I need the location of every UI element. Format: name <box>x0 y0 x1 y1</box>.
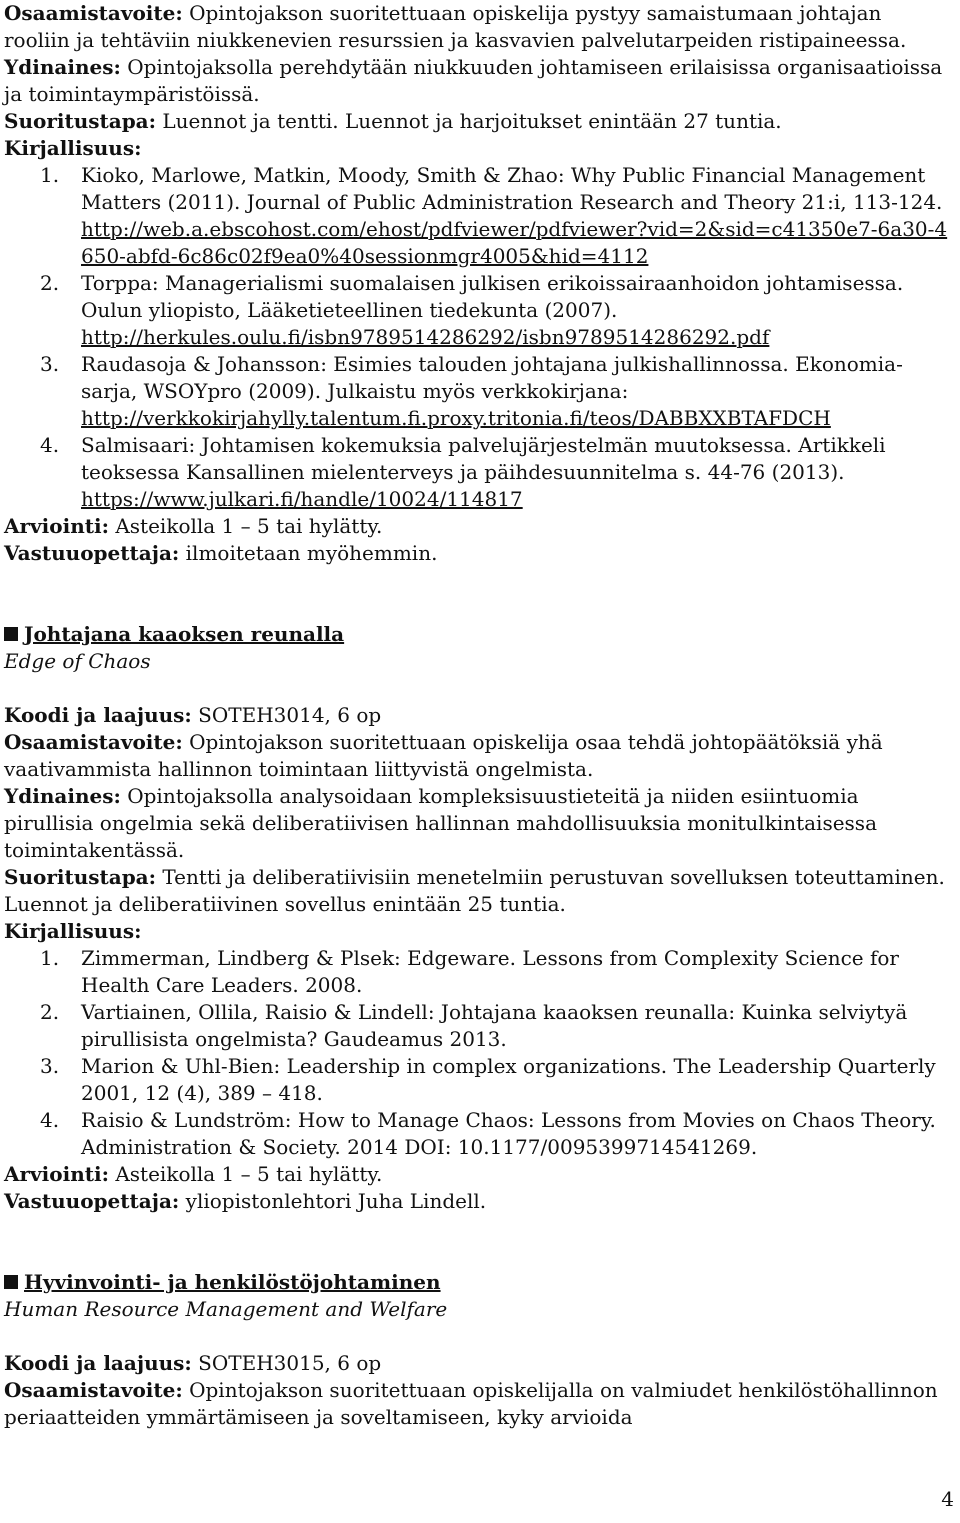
course-subtitle: Edge of Chaos <box>4 649 151 673</box>
osaamistavoite-label: Osaamistavoite: <box>4 730 183 754</box>
ydinaines-text: Opintojaksolla analysoidaan kompleksisuustieteitä ja niiden esiintuomia pirullisia ongelmia sekä deliberatiivisen hallinnan mahdollisuuksia monitulkintaisessa toimintakentässä. <box>4 784 877 862</box>
arviointi-label: Arviointi: <box>4 1162 109 1186</box>
reference-list <box>4 945 948 1161</box>
osaamistavoite-paragraph <box>4 0 948 54</box>
ydinaines-label: Ydinaines: <box>4 784 121 808</box>
list-number: 1. <box>40 163 60 187</box>
osaamistavoite-paragraph <box>4 729 948 783</box>
osaamistavoite-paragraph <box>4 1377 948 1431</box>
reference-text: Vartiainen, Ollila, Raisio & Lindell: Johtajana kaaoksen reunalla: Kuinka selviytyä pirullisista ongelmista? Gaudeamus 2013. <box>81 1000 908 1051</box>
koodi-paragraph <box>4 1350 948 1377</box>
reference-text: Raisio & Lundström: How to Manage Chaos: Lessons from Movies on Chaos Theory. Administration & Society. 2014 DOI: 10.1177/0095399714541269. <box>81 1108 936 1159</box>
square-bullet-icon <box>4 627 18 641</box>
ydinaines-label: Ydinaines: <box>4 55 121 79</box>
arviointi-paragraph <box>4 1161 948 1188</box>
osaamistavoite-text: Opintojakson suoritettuaan opiskelija pystyy samaistumaan johtajan rooliin ja tehtäviin niukkenevien resurssien ja kasvavien palvelutarpeiden ristipaineessa. <box>4 1 907 52</box>
list-number: 3. <box>40 352 60 376</box>
reference-text: Zimmerman, Lindberg & Plsek: Edgeware. Lessons from Complexity Science for Health Care Leaders. 2008. <box>81 946 899 997</box>
course-heading <box>4 1269 948 1296</box>
suoritustapa-text: Luennot ja tentti. Luennot ja harjoitukset enintään 27 tuntia. <box>162 109 782 133</box>
koodi-text: SOTEH3015, 6 op <box>198 1351 382 1375</box>
osaamistavoite-text: Opintojakson suoritettuaan opiskelijalla on valmiudet henkilöstöhallinnon periaatteiden ymmärtämiseen ja soveltamiseen, kyky arvioida <box>4 1378 938 1429</box>
suoritustapa-label: Suoritustapa: <box>4 109 157 133</box>
reference-text: Kioko, Marlowe, Matkin, Moody, Smith & Zhao: Why Public Financial Management Matters (2011). Journal of Public Administration Research and Theory 21:i, 113-124. <box>81 163 943 214</box>
document-page <box>4 0 948 1431</box>
vastuuopettaja-text: yliopistonlehtori Juha Lindell. <box>185 1189 487 1213</box>
reference-text: Marion & Uhl-Bien: Leadership in complex organizations. The Leadership Quarterly 2001, 12 (4), 389 – 418. <box>81 1054 936 1105</box>
list-number: 4. <box>40 1108 60 1132</box>
suoritustapa-paragraph <box>4 108 948 135</box>
course-title: Hyvinvointi- ja henkilöstöjohtaminen <box>24 1270 441 1294</box>
vastuuopettaja-paragraph <box>4 540 948 567</box>
list-number: 2. <box>40 271 60 295</box>
ydinaines-text: Opintojaksolla perehdytään niukkuuden johtamiseen erilaisissa organisaatioissa ja toimintaympäristöissä. <box>4 55 943 106</box>
list-number: 3. <box>40 1054 60 1078</box>
koodi-label: Koodi ja laajuus: <box>4 1351 192 1375</box>
kirjallisuus-label: Kirjallisuus: <box>4 919 142 943</box>
course-heading <box>4 621 948 648</box>
ydinaines-paragraph <box>4 783 948 864</box>
square-bullet-icon <box>4 1275 18 1289</box>
arviointi-text: Asteikolla 1 – 5 tai hylätty. <box>115 1162 383 1186</box>
arviointi-paragraph <box>4 513 948 540</box>
list-item <box>4 162 948 270</box>
ydinaines-paragraph <box>4 54 948 108</box>
suoritustapa-label: Suoritustapa: <box>4 865 157 889</box>
reference-link[interactable]: http://web.a.ebscohost.com/ehost/pdfviewer/pdfviewer?vid=2&sid=c41350e7-6a30-4650-abfd-6c86c02f9ea0%40sessionmgr4005&hid=4112 <box>81 217 948 268</box>
page-number: 4 <box>941 1487 954 1511</box>
suoritustapa-paragraph <box>4 864 948 918</box>
reference-text: Salmisaari: Johtamisen kokemuksia palvelujärjestelmän muutoksessa. Artikkeli teoksessa Kansallinen mielenterveys ja päihdesuunnitelma s. 44-76 (2013). <box>81 433 886 484</box>
arviointi-label: Arviointi: <box>4 514 109 538</box>
list-item <box>4 432 948 513</box>
osaamistavoite-label: Osaamistavoite: <box>4 1 183 25</box>
vastuuopettaja-label: Vastuuopettaja: <box>4 1189 180 1213</box>
osaamistavoite-label: Osaamistavoite: <box>4 1378 183 1402</box>
course-title: Johtajana kaaoksen reunalla <box>24 622 345 646</box>
vastuuopettaja-label: Vastuuopettaja: <box>4 541 180 565</box>
list-item <box>4 270 948 351</box>
koodi-text: SOTEH3014, 6 op <box>198 703 382 727</box>
reference-link[interactable]: http://herkules.oulu.fi/isbn9789514286292/isbn9789514286292.pdf <box>81 325 770 349</box>
arviointi-text: Asteikolla 1 – 5 tai hylätty. <box>115 514 383 538</box>
koodi-label: Koodi ja laajuus: <box>4 703 192 727</box>
vastuuopettaja-text: ilmoitetaan myöhemmin. <box>185 541 438 565</box>
list-item <box>4 1107 948 1161</box>
list-item <box>4 945 948 999</box>
reference-text: Torppa: Managerialismi suomalaisen julkisen erikoissairaanhoidon johtamisessa. Oulun yliopisto, Lääketieteellinen tiedekunta (2007). <box>81 271 904 322</box>
reference-text: Raudasoja & Johansson: Esimies talouden johtajana julkishallinnossa. Ekonomia-sarja, WSOYpro (2009). Julkaistu myös verkkokirjana: <box>81 352 903 403</box>
vastuuopettaja-paragraph <box>4 1188 948 1215</box>
osaamistavoite-text: Opintojakson suoritettuaan opiskelija osaa tehdä johtopäätöksiä yhä vaativammista hallinnon toimintaan liittyvistä ongelmista. <box>4 730 883 781</box>
reference-link[interactable]: https://www.julkari.fi/handle/10024/114817 <box>81 487 523 511</box>
list-item <box>4 999 948 1053</box>
reference-link[interactable]: http://verkkokirjahylly.talentum.fi.proxy.tritonia.fi/teos/DABBXXBTAFDCH <box>81 406 831 430</box>
list-item <box>4 1053 948 1107</box>
list-number: 1. <box>40 946 60 970</box>
suoritustapa-text: Tentti ja deliberatiivisiin menetelmiin perustuvan sovelluksen toteuttaminen. Luennot ja deliberatiivinen sovellus enintään 25 tuntia. <box>4 865 945 916</box>
course-subtitle: Human Resource Management and Welfare <box>4 1297 448 1321</box>
list-item <box>4 351 948 432</box>
kirjallisuus-label: Kirjallisuus: <box>4 136 142 160</box>
list-number: 2. <box>40 1000 60 1024</box>
reference-list <box>4 162 948 513</box>
koodi-paragraph <box>4 702 948 729</box>
list-number: 4. <box>40 433 60 457</box>
